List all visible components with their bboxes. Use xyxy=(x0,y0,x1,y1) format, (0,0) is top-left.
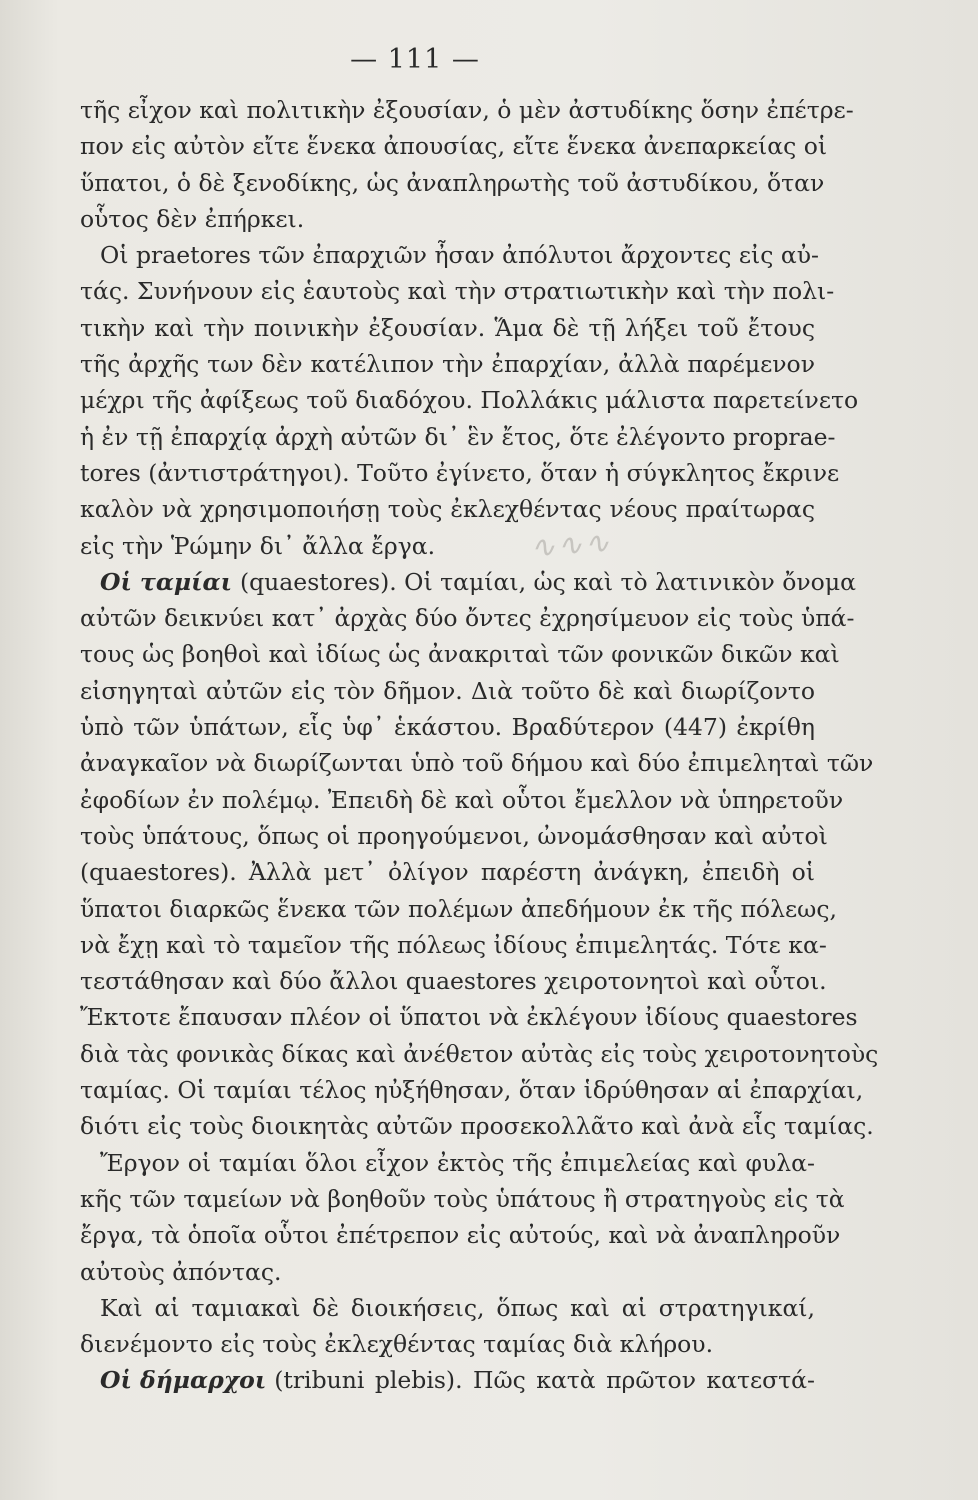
text-line xyxy=(80,310,815,346)
text-line xyxy=(80,1326,815,1362)
text-line xyxy=(80,528,815,564)
text-line xyxy=(80,818,828,854)
pencil-marking-icon: ∿∿∿ xyxy=(528,525,613,566)
line-text: (quaestores). Ἀλλὰ μετ᾽ ὀλίγον παρέστη ἀνάγκη, ἐπειδὴ οἱ xyxy=(80,858,815,887)
text-line xyxy=(80,564,856,600)
text-line xyxy=(80,1072,864,1108)
line-text: ἡ ἐν τῇ ἐπαρχίᾳ ἀρχὴ αὐτῶν δι᾽ ἓν ἔτος, ὅτε ἐλέγοντο propraе- xyxy=(80,422,836,451)
text-line xyxy=(80,92,854,128)
line-text: ἐφοδίων ἐν πολέμῳ. Ἐπειδὴ δὲ καὶ οὗτοι ἔμελλον νὰ ὑπηρετοῦν xyxy=(80,785,844,814)
page-number: — 111 — xyxy=(350,44,480,75)
line-text: αὐτῶν δεικνύει κατ᾽ ἀρχὰς δύο ὄντες ἐχρησίμευον εἰς τοὺς ὑπά- xyxy=(80,604,855,633)
text-line xyxy=(80,1254,815,1290)
section-label: Οἱ δήμαρχοι xyxy=(100,1366,267,1395)
text-line xyxy=(80,709,815,745)
line-text: ὕπατοι διαρκῶς ἕνεκα τῶν πολέμων ἀπεδήμουν ἐκ τῆς πόλεως, xyxy=(80,894,837,923)
text-line xyxy=(80,419,836,455)
line-text: νὰ ἔχῃ καὶ τὸ ταμεῖον τῆς πόλεως ἰδίους ἐπιμελητάς. Τότε κα- xyxy=(80,930,827,959)
text-line xyxy=(80,455,840,491)
line-text: (quaestores). Οἱ ταμίαι, ὡς καὶ τὸ λατινικὸν ὄνομα xyxy=(239,567,856,596)
line-text: (tribuni plebis). Πῶς κατὰ πρῶτον κατεστά- xyxy=(274,1366,815,1395)
text-line xyxy=(80,745,874,781)
text-line xyxy=(80,346,815,382)
text-line xyxy=(80,782,844,818)
line-text: εἰς τὴν Ῥώμην δι᾽ ἄλλα ἔργα. xyxy=(80,531,436,560)
line-text: διότι εἰς τοὺς διοικητὰς αὐτῶν προσεκολλᾶτο καὶ ἀνὰ εἷς ταμίας. xyxy=(80,1112,874,1141)
text-line xyxy=(80,273,835,309)
text-line xyxy=(80,1217,841,1253)
text-line xyxy=(80,1290,815,1326)
line-text: εἰσηγηταὶ αὐτῶν εἰς τὸν δῆμον. Διὰ τοῦτο δὲ καὶ διωρίζοντο xyxy=(80,676,815,705)
line-text: ταμίας. Οἱ ταμίαι τέλος ηὐξήθησαν, ὅταν ἱδρύθησαν αἱ ἐπαρχίαι, xyxy=(80,1076,864,1105)
line-text: Ἔργον οἱ ταμίαι ὅλοι εἶχον ἐκτὸς τῆς ἐπιμελείας καὶ φυλα- xyxy=(100,1148,815,1177)
text-line xyxy=(80,1036,879,1072)
line-text: αὐτοὺς ἀπόντας. xyxy=(80,1257,282,1286)
line-text: τικὴν καὶ τὴν ποινικὴν ἐξουσίαν. Ἅμα δὲ τῇ λήξει τοῦ ἔτους xyxy=(80,313,815,342)
text-line xyxy=(80,1145,815,1181)
text-line xyxy=(80,128,828,164)
text-line xyxy=(80,1362,815,1398)
line-text: ἀναγκαῖον νὰ διωρίζωνται ὑπὸ τοῦ δήμου καὶ δύο ἐπιμεληταὶ τῶν xyxy=(80,749,874,778)
line-text: τῆς ἀρχῆς των δὲν κατέλιπον τὴν ἐπαρχίαν, ἀλλὰ παρέμενον xyxy=(80,350,815,379)
text-line xyxy=(80,999,858,1035)
line-text: ὑπὸ τῶν ὑπάτων, εἷς ὑφ᾽ ἑκάστου. Βραδύτερον (447) ἐκρίθη xyxy=(80,713,815,742)
text-line xyxy=(80,201,815,237)
line-text: Καὶ αἱ ταμιακαὶ δὲ διοικήσεις, ὅπως καὶ αἱ στρατηγικαί, xyxy=(100,1293,815,1322)
text-body xyxy=(80,92,879,1399)
text-line xyxy=(80,636,840,672)
text-line xyxy=(80,927,827,963)
line-text: διενέμοντο εἰς τοὺς ἐκλεχθέντας ταμίας διὰ κλήρου. xyxy=(80,1330,714,1359)
text-line xyxy=(80,891,837,927)
text-line xyxy=(80,673,815,709)
text-line xyxy=(80,382,859,418)
line-text: καλὸν νὰ χρησιμοποιήσῃ τοὺς ἐκλεχθέντας νέους πραίτωρας xyxy=(80,495,815,524)
line-text: τῆς εἶχον καὶ πολιτικὴν ἐξουσίαν, ὁ μὲν ἀστυδίκης ὅσην ἐπέτρε- xyxy=(80,96,854,124)
line-text: μέχρι τῆς ἀφίξεως τοῦ διαδόχου. Πολλάκις μάλιστα παρετείνετο xyxy=(80,386,859,415)
text-line xyxy=(80,165,825,201)
line-text: τάς. Συνήνουν εἰς ἑαυτοὺς καὶ τὴν στρατιωτικὴν καὶ τὴν πολι- xyxy=(80,277,835,306)
text-line xyxy=(80,854,815,890)
section-label: Οἱ ταμίαι xyxy=(100,567,232,596)
text-line xyxy=(80,1181,845,1217)
line-text: ἔργα, τὰ ὁποῖα οὗτοι ἐπέτρεπον εἰς αὐτούς, καὶ νὰ ἀναπληροῦν xyxy=(80,1221,841,1250)
line-text: κῆς τῶν ταμείων νὰ βοηθοῦν τοὺς ὑπάτους ἢ στρατηγοὺς εἰς τὰ xyxy=(80,1184,845,1213)
line-text: ὕπατοι, ὁ δὲ ξενοδίκης, ὡς ἀναπληρωτὴς τοῦ ἀστυδίκου, ὅταν xyxy=(80,168,825,197)
text-line xyxy=(80,491,815,527)
line-text: διὰ τὰς φονικὰς δίκας καὶ ἀνέθετον αὐτὰς εἰς τοὺς χειροτονητοὺς xyxy=(80,1039,879,1068)
line-text: Οἱ praetores τῶν ἐπαρχιῶν ἦσαν ἀπόλυτοι ἄρχοντες εἰς αὐ- xyxy=(100,241,819,270)
text-line xyxy=(80,1108,874,1144)
line-text: τους ὡς βοηθοὶ καὶ ἰδίως ὡς ἀνακριταὶ τῶν φονικῶν δικῶν καὶ xyxy=(80,640,840,669)
line-text: τοὺς ὑπάτους, ὅπως οἱ προηγούμενοι, ὠνομάσθησαν καὶ αὐτοὶ xyxy=(80,821,828,850)
line-text: Ἔκτοτε ἔπαυσαν πλέον οἱ ὕπατοι νὰ ἐκλέγουν ἰδίους quaestores xyxy=(80,1003,858,1032)
text-line xyxy=(80,237,819,273)
line-text: tores (ἀντιστράτηγοι). Τοῦτο ἐγίνετο, ὅταν ἡ σύγκλητος ἔκρινε xyxy=(80,458,840,487)
text-line xyxy=(80,963,827,999)
line-text: τεστάθησαν καὶ δύο ἄλλοι quaestores χειροτονητοὶ καὶ οὗτοι. xyxy=(80,967,827,996)
text-line xyxy=(80,600,855,636)
line-text: πον εἰς αὐτὸν εἴτε ἕνεκα ἀπουσίας, εἴτε ἕνεκα ἀνεπαρκείας οἱ xyxy=(80,132,828,161)
line-text: οὗτος δὲν ἐπήρκει. xyxy=(80,204,305,233)
